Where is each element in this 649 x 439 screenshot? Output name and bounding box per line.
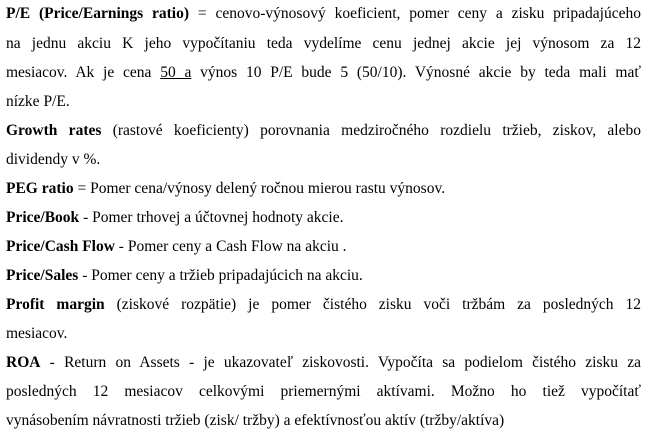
- entry-price-sales-line: [6, 265, 363, 287]
- term-growth-rates: Growth rates: [6, 122, 102, 139]
- term-roa: ROA: [6, 354, 41, 371]
- entry-roa-line-1: [6, 352, 641, 374]
- entry-pe-text-1: = cenovo-výnosový koeficient, pomer ceny a zisku pripadajúceho: [189, 5, 641, 22]
- entry-growth-text-1: (rastové koeficienty) porovnania medziročného rozdielu tržieb, ziskov, alebo: [101, 122, 641, 139]
- term-price-cash-flow: Price/Cash Flow: [6, 238, 115, 255]
- entry-growth-line-1: [6, 120, 641, 142]
- entry-profit-margin-text-1: (ziskové rozpätie) je pomer čistého zisku voči tržbám za posledných 12: [104, 296, 641, 313]
- entry-peg-line: [6, 178, 445, 200]
- entry-price-book-text: - Pomer trhovej a účtovnej hodnoty akcie.: [79, 209, 344, 226]
- entry-price-sales-text: - Pomer ceny a tržieb pripadajúcich na akciu.: [78, 267, 363, 284]
- entry-price-cash-flow-text: - Pomer ceny a Cash Flow na akciu .: [114, 238, 347, 255]
- term-price-sales: Price/Sales: [6, 267, 79, 284]
- term-price-book: Price/Book: [6, 209, 80, 226]
- entry-roa-line-2: posledných 12 mesiacov celkovými priemernými aktívami. Možno ho tiež vypočítať: [6, 383, 641, 400]
- entry-roa-line-3: vynásobením návratnosti tržieb (zisk/ tržby) a efektívnosťou aktív (tržby/aktíva): [6, 412, 505, 429]
- entry-pe-line-2: na jednu akciu K jeho vypočítaniu teda vydelíme cenu jednej akcie jej výnosom za 12: [6, 35, 641, 52]
- entry-profit-margin-line-2: mesiacov.: [6, 325, 68, 342]
- entry-peg-text: = Pomer cena/výnosy delený ročnou mierou rastu výnosov.: [73, 180, 446, 197]
- entry-growth-line-2: dividendy v %.: [6, 151, 101, 168]
- entry-pe-text-3b: výnos 10 P/E bude 5 (50/10). Výnosné akcie by teda mali mať: [191, 64, 641, 81]
- entry-roa-text-1: - Return on Assets - je ukazovateľ ziskovosti. Vypočíta sa podielom čistého zisku za: [40, 354, 641, 371]
- entry-pe-line-1: [6, 3, 641, 25]
- term-profit-margin: Profit margin: [6, 296, 105, 313]
- entry-price-book-line: [6, 207, 343, 229]
- entry-price-cash-flow-line: [6, 236, 347, 258]
- entry-pe-line-3: [6, 62, 641, 84]
- term-pe: P/E (Price/Earnings ratio): [6, 5, 190, 22]
- underlined-text: 50 a: [160, 64, 192, 81]
- entry-pe-text-3a: mesiacov. Ak je cena: [6, 64, 161, 81]
- entry-profit-margin-line-1: [6, 294, 641, 316]
- term-peg-ratio: PEG ratio: [6, 180, 74, 197]
- entry-pe-line-4: nízke P/E.: [6, 93, 70, 110]
